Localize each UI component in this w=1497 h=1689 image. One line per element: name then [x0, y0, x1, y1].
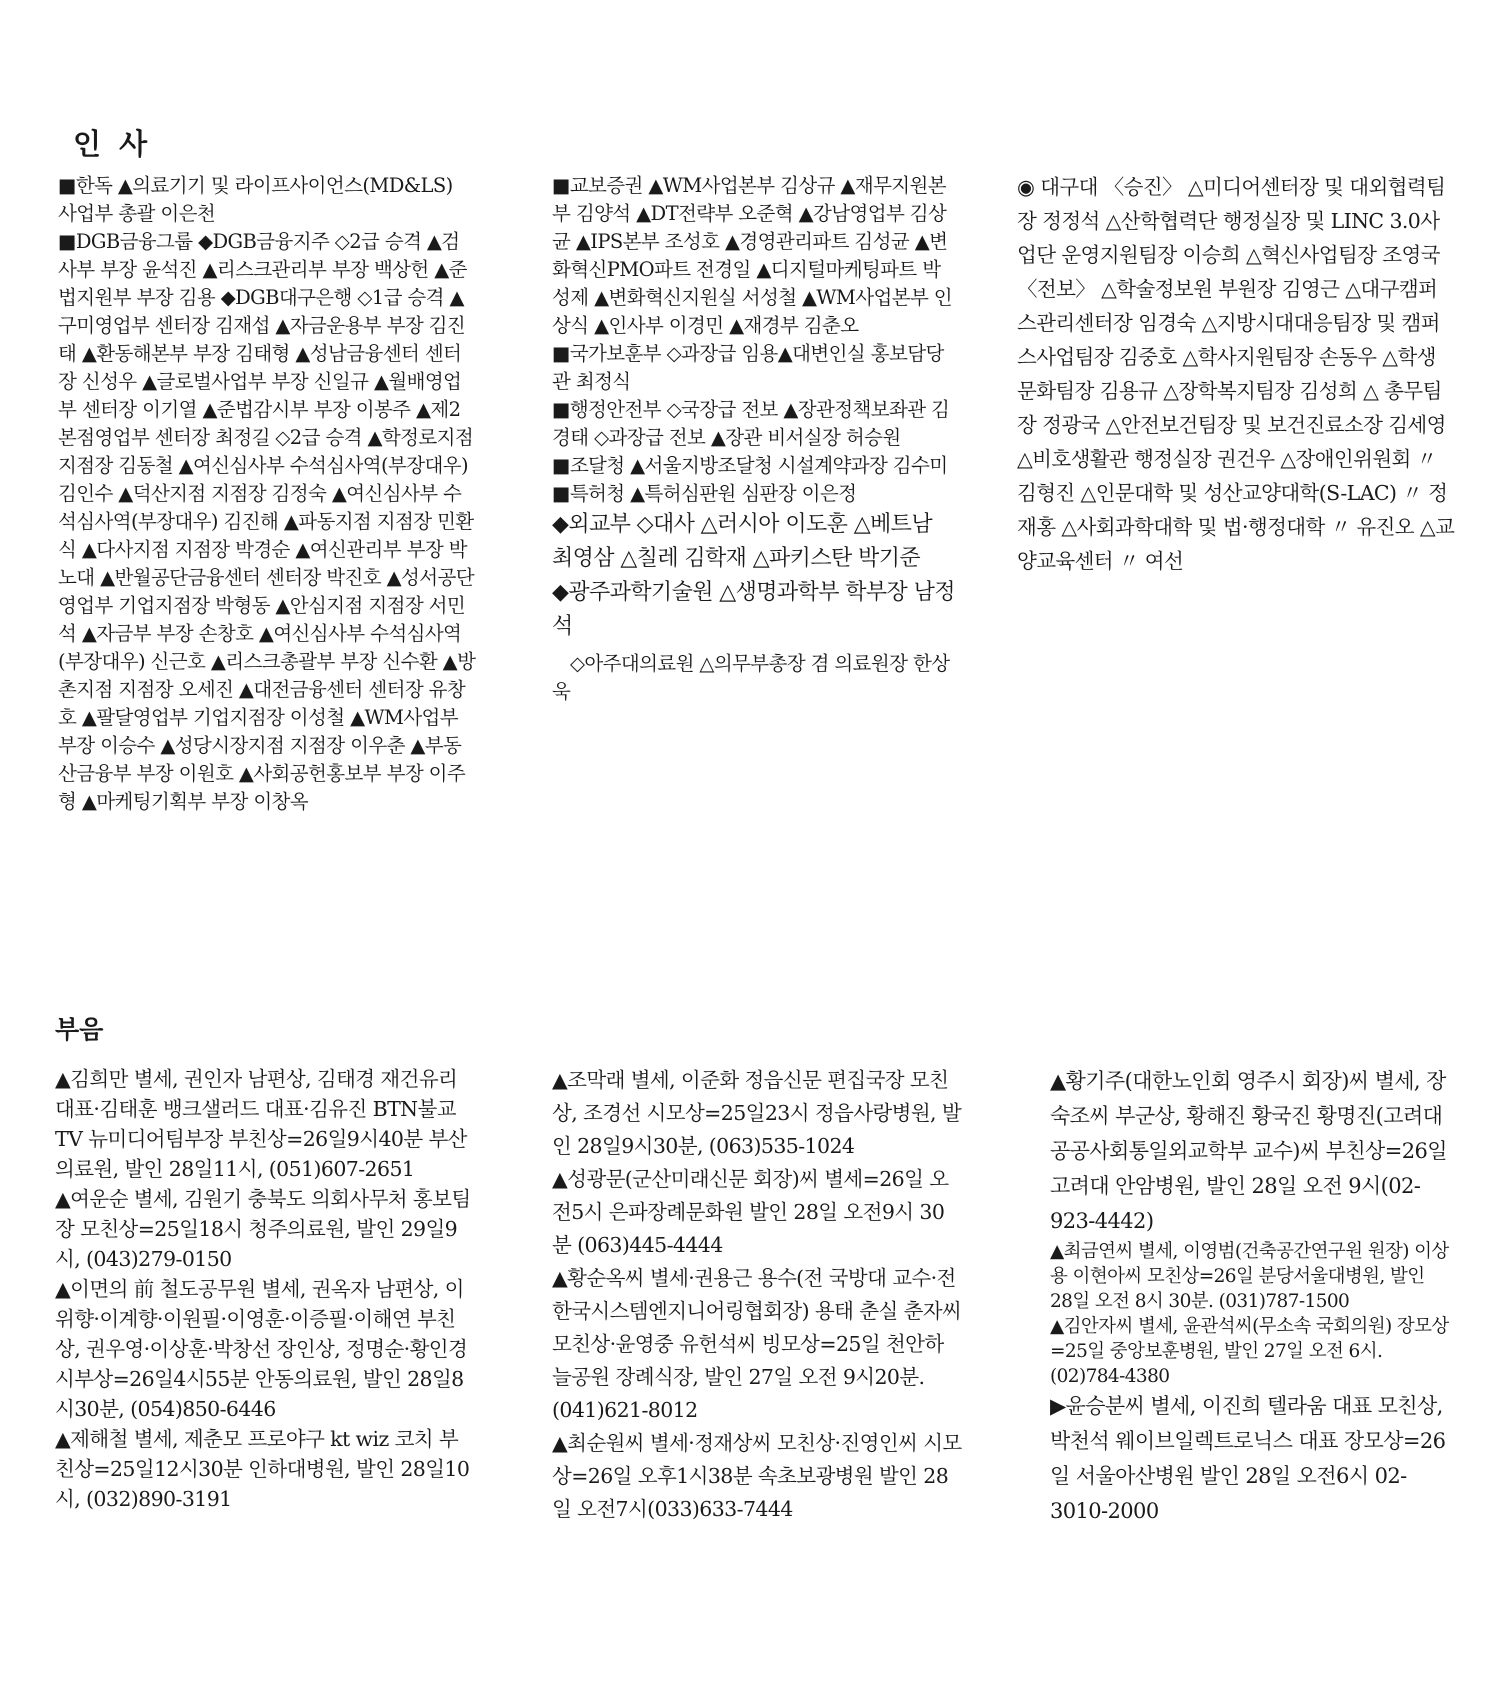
- personnel-entry: ◆외교부 ◇대사 △러시아 이도훈 △베트남 최영삼 △칠레 김학재 △파키스탄 박기준: [552, 512, 932, 571]
- personnel-entry: ■교보증권 ▲WM사업본부 김상규 ▲재무지원본부 김양석 ▲DT전략부 오준혁 ▲강남영업부 김상균 ▲IPS본부 조성호 ▲경영관리파트 김성균 ▲변화혁신PMO파트 전경일 ▲디지털마케팅파트 박성제 ▲변화혁신지원실 서성철 ▲WM사업본부 인상식 ▲인사부 이경민 ▲재경부 김춘오: [552, 174, 953, 337]
- obituary-column-2: [552, 1064, 962, 1526]
- personnel-column-2: [552, 172, 957, 706]
- personnel-entry: ◇아주대의료원 △의무부총장 겸 의료원장 한상욱: [552, 652, 950, 703]
- personnel-entry: ■행정안전부 ◇국장급 전보 ▲장관정책보좌관 김경태 ◇과장급 전보 ▲장관 비서실장 허승원: [552, 398, 950, 449]
- obituary-entry: ▲김희만 별세, 권인자 남편상, 김태경 재건유리 대표·김태훈 뱅크샐러드 대표·김유진 BTN불교TV 뉴미디어팀부장 부친상=26일9시40분 부산의료원, 발인 28일11시, (051)607-2651: [55, 1067, 467, 1181]
- obituary-entry: ▲성광문(군산미래신문 회장)씨 별세=26일 오전5시 은파장례문화원 발인 28일 오전9시 30분 (063)445-4444: [552, 1167, 949, 1257]
- obituary-entry: ▲김안자씨 별세, 윤관석씨(무소속 국회의원) 장모상=25일 중앙보훈병원, 발인 27일 오전 6시. (02)784-4380: [1050, 1316, 1449, 1387]
- obituary-entry: ▲제해철 별세, 제춘모 프로야구 kt wiz 코치 부친상=25일12시30분 인하대병원, 발인 28일10시, (032)890-3191: [55, 1427, 470, 1511]
- personnel-column-3: [1017, 170, 1455, 578]
- obituary-entry: ▶윤승분씨 별세, 이진희 텔라움 대표 모친상, 박천석 웨이브일렉트로닉스 대표 장모상=26일 서울아산병원 발인 28일 오전6시 02-3010-2000: [1050, 1394, 1446, 1523]
- personnel-entry: ◆광주과학기술원 △생명과학부 학부장 남정석: [552, 580, 955, 639]
- obituary-column-1: [55, 1064, 475, 1514]
- obituary-entry: ▲최순원씨 별세·정재상씨 모친상·진영인씨 시모상=26일 오후1시38분 속초보광병원 발인 28일 오전7시(033)633-7444: [552, 1431, 962, 1521]
- personnel-entry: ■DGB금융그룹 ◆DGB금융지주 ◇2급 승격 ▲검사부 부장 윤석진 ▲리스크관리부 부장 백상헌 ▲준법지원부 부장 김용 ◆DGB대구은행 ◇1급 승격 ▲구미영업부 센터장 김재섭 ▲자금운용부 부장 김진태 ▲환동해본부 부장 김태형 ▲성남금융센터 센터장 신성우 ▲글로벌사업부 부장 신일규 ▲월배영업부 센터장 이기열 ▲준법감시부 부장 이봉주 ▲제2본점영업부 센터장 최정길 ◇2급 승격 ▲학정로지점 지점장 김동철 ▲여신심사부 수석심사역(부장대우) 김인수 ▲덕산지점 지점장 김정숙 ▲여신심사부 수석심사역(부장대우) 김진해 ▲파동지점 지점장 민환식 ▲다사지점 지점장 박경순 ▲여신관리부 부장 박노대 ▲반월공단금융센터 센터장 박진호 ▲성서공단영업부 기업지점장 박형동 ▲안심지점 지점장 서민석 ▲자금부 부장 손창호 ▲여신심사부 수석심사역(부장대우) 신근호 ▲리스크총괄부 부장 신수환 ▲방촌지점 지점장 오세진 ▲대전금융센터 센터장 유창호 ▲팔달영업부 기업지점장 이성철 ▲WM사업부 부장 이승수 ▲성당시장지점 지점장 이우춘 ▲부동산금융부 부장 이원호 ▲사회공헌홍보부 부장 이주형 ▲마케팅기획부 부장 이창옥: [58, 230, 476, 813]
- obituary-entry: ▲황기주(대한노인회 영주시 회장)씨 별세, 장숙조씨 부군상, 황해진 황국진 황명진(고려대 공공사회통일외교학부 교수)씨 부친상=26일 고려대 안암병원, 발인 28일 오전 9시(02-923-4442): [1050, 1069, 1447, 1233]
- personnel-entry: ■조달청 ▲서울지방조달청 시설계약과장 김수미: [552, 454, 948, 477]
- personnel-entry: ◉ 대구대 〈승진〉 △미디어센터장 및 대외협력팀장 정정석 △산학협력단 행정실장 및 LINC 3.0사업단 운영지원팀장 이승희 △혁신사업팀장 조영국 〈전보〉 △학술정보원 부원장 김영근 △대구캠퍼스관리센터장 임경숙 △지방시대대응팀장 및 캠퍼스사업팀장 김중호 △학사지원팀장 손동우 △학생문화팀장 김용규 △장학복지팀장 김성희 △ 총무팀장 정광국 △안전보건팀장 및 보건진료소장 김세영 △비호생활관 행정실장 권건우 △장애인위원회 〃 김형진 △인문대학 및 성산교양대학(S-LAC) 〃 정재홍 △사회과학대학 및 법·행정대학 〃 유진오 △교양교육센터 〃 여선: [1017, 175, 1455, 573]
- obituary-column-3: [1050, 1064, 1450, 1529]
- personnel-entry: ■국가보훈부 ◇과장급 임용▲대변인실 홍보담당관 최정식: [552, 342, 944, 393]
- personnel-column-1: [58, 172, 476, 816]
- personnel-entry: ■한독 ▲의료기기 및 라이프사이언스(MD&LS) 사업부 총괄 이은천: [58, 174, 453, 225]
- personnel-entry: ■특허청 ▲특허심판원 심판장 이은정: [552, 482, 857, 505]
- obituary-entry: ▲최금연씨 별세, 이영범(건축공간연구원 원장) 이상용 이현아씨 모친상=26일 분당서울대병원, 발인 28일 오전 8시 30분. (031)787-1500: [1050, 1241, 1449, 1312]
- obituary-entry: ▲이면의 前 철도공무원 별세, 권옥자 남편상, 이위향·이계향·이원필·이영훈·이증필·이해연 부친상, 권우영·이상훈·박창선 장인상, 정명순·황인경 시부상=26일4시55분 안동의료원, 발인 28일8시30분, (054)850-6446: [55, 1277, 468, 1421]
- obituary-entry: ▲조막래 별세, 이준화 정읍신문 편집국장 모친상, 조경선 시모상=25일23시 정읍사랑병원, 발인 28일9시30분, (063)535-1024: [552, 1068, 962, 1158]
- obituary-entry: ▲황순옥씨 별세·권용근 용수(전 국방대 교수·전 한국시스템엔지니어링협회장) 용태 춘실 춘자씨 모친상·윤영중 유헌석씨 빙모상=25일 천안하늘공원 장례식장, 발인 27일 오전 9시20분. (041)621-8012: [552, 1266, 962, 1422]
- obituary-entry: ▲여운순 별세, 김원기 충북도 의회사무처 홍보팀장 모친상=25일18시 청주의료원, 발인 29일9시, (043)279-0150: [55, 1187, 471, 1271]
- obituary-section-title: 부음: [55, 1015, 104, 1044]
- personnel-section-title: 인 사: [73, 127, 152, 161]
